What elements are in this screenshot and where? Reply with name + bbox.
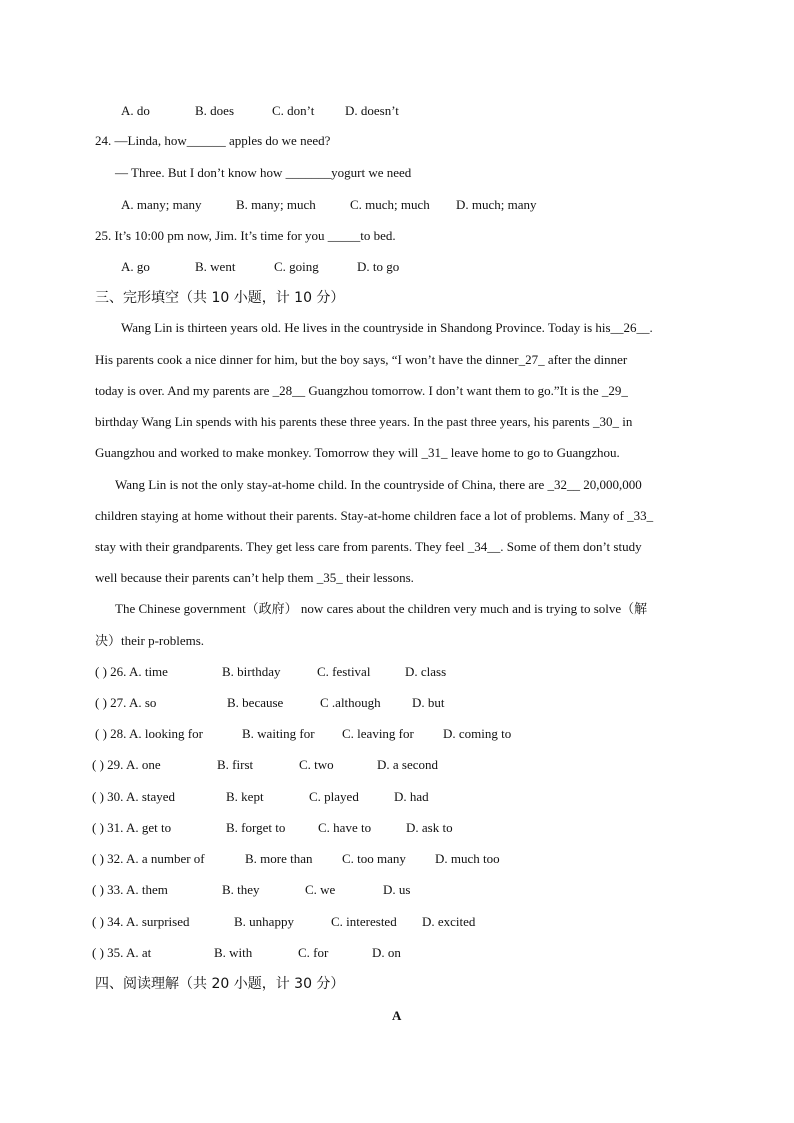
question-35-option-d: D. on — [372, 945, 401, 960]
question-row-31 — [92, 820, 171, 836]
passage-line: His parents cook a nice dinner for him, but the boy says, “I won’t have the dinner_27_ after the dinner — [95, 352, 628, 367]
question-31-option-c: C. have to — [318, 820, 372, 835]
question-32-option-b: B. more than — [245, 851, 313, 866]
question-28-option-a: ( ) 28. A. looking for — [95, 726, 203, 741]
question-27-option-d: D. but — [412, 695, 445, 710]
question-28-option-d: D. coming to — [443, 726, 512, 741]
question-35-option-b: B. with — [214, 945, 253, 960]
q24-option-b: B. many; much — [236, 197, 316, 212]
question-row-33 — [92, 882, 168, 898]
question-30-option-a: ( ) 30. A. stayed — [92, 789, 176, 804]
q23-option-a: A. do — [121, 103, 150, 118]
question-32-option-c: C. too many — [342, 851, 406, 866]
question-row-30 — [92, 789, 175, 805]
passage-line: birthday Wang Lin spends with his parents these three years. In the past three years, his parents _30_ in — [95, 414, 633, 429]
section-3-heading: 三、完形填空（共 10 小题，计 10 分） — [95, 290, 345, 306]
question-34-option-c: C. interested — [331, 914, 397, 929]
passage-line: 决）their p-roblems. — [95, 633, 205, 648]
question-34-option-d: D. excited — [422, 914, 476, 929]
question-35-option-c: C. for — [298, 945, 329, 960]
passage-line: Guangzhou and worked to make monkey. Tomorrow they will _31_ leave home to go to Guangzhou. — [95, 445, 620, 460]
question-33-option-a: ( ) 33. A. them — [92, 882, 168, 897]
question-33-option-b: B. they — [222, 882, 260, 897]
q25-option-d: D. to go — [357, 259, 400, 274]
question-32-option-a: ( ) 32. A. a number of — [92, 851, 205, 866]
question-row-27 — [95, 695, 156, 711]
passage-line: children staying at home without their parents. Stay-at-home children face a lot of problems. Many of _33_ — [95, 508, 654, 523]
question-27-option-b: B. because — [227, 695, 284, 710]
part-a-label: A — [392, 1008, 402, 1023]
question-35-option-a: ( ) 35. A. at — [92, 945, 152, 960]
q25-option-a: A. go — [121, 259, 150, 274]
q23-option-c: C. don’t — [272, 103, 315, 118]
question-31-option-a: ( ) 31. A. get to — [92, 820, 172, 835]
question-29-option-d: D. a second — [377, 757, 439, 772]
q25-stem: 25. It’s 10:00 pm now, Jim. It’s time for you _____to bed. — [95, 228, 396, 243]
question-34-option-a: ( ) 34. A. surprised — [92, 914, 190, 929]
question-29-option-a: ( ) 29. A. one — [92, 757, 161, 772]
question-27-option-c: C .although — [320, 695, 381, 710]
passage-line: Wang Lin is thirteen years old. He lives in the countryside in Shandong Province. Today is his__26__. — [121, 320, 653, 335]
question-29-option-b: B. first — [217, 757, 254, 772]
question-34-option-b: B. unhappy — [234, 914, 294, 929]
question-33-option-c: C. we — [305, 882, 336, 897]
q24-option-a: A. many; many — [121, 197, 202, 212]
question-32-option-d: D. much too — [435, 851, 500, 866]
question-28-option-b: B. waiting for — [242, 726, 315, 741]
section-4-heading: 四、阅读理解（共 20 小题，计 30 分） — [95, 976, 345, 992]
question-row-34 — [92, 914, 190, 930]
question-33-option-d: D. us — [383, 882, 411, 897]
question-26-option-a: ( ) 26. A. time — [95, 664, 168, 679]
question-row-29 — [92, 757, 161, 773]
q23-option-b: B. does — [195, 103, 234, 118]
question-row-32 — [92, 851, 205, 867]
passage-line: The Chinese government（政府） now cares about the children very much and is trying to solve（解 — [115, 601, 648, 616]
passage-line: stay with their grandparents. They get less care from parents. They feel _34__. Some of them don’t study — [95, 539, 642, 554]
q25-option-b: B. went — [195, 259, 236, 274]
passage-line: today is over. And my parents are _28__ Guangzhou tomorrow. I don’t want them to go.”It is the _29_ — [95, 383, 628, 398]
question-28-option-c: C. leaving for — [342, 726, 414, 741]
question-29-option-c: C. two — [299, 757, 334, 772]
question-27-option-a: ( ) 27. A. so — [95, 695, 157, 710]
passage-line: well because their parents can’t help them _35_ their lessons. — [95, 570, 414, 585]
question-row-26 — [95, 664, 168, 680]
question-30-option-c: C. played — [309, 789, 359, 804]
q23-option-d: D. doesn’t — [345, 103, 399, 118]
question-31-option-d: D. ask to — [406, 820, 453, 835]
q25-option-c: C. going — [274, 259, 319, 274]
q24-reply: — Three. But I don’t know how _______yogurt we need — [115, 165, 412, 180]
question-26-option-c: C. festival — [317, 664, 371, 679]
question-26-option-b: B. birthday — [222, 664, 281, 679]
question-26-option-d: D. class — [405, 664, 447, 679]
passage-line: Wang Lin is not the only stay-at-home child. In the countryside of China, there are _32__ 20,000,000 — [115, 477, 642, 492]
question-30-option-b: B. kept — [226, 789, 264, 804]
q24-option-d: D. much; many — [456, 197, 537, 212]
question-row-35 — [92, 945, 151, 961]
question-31-option-b: B. forget to — [226, 820, 286, 835]
q24-option-c: C. much; much — [350, 197, 430, 212]
q24-stem: 24. —Linda, how______ apples do we need? — [95, 133, 331, 148]
question-row-28 — [95, 726, 203, 742]
question-30-option-d: D. had — [394, 789, 429, 804]
